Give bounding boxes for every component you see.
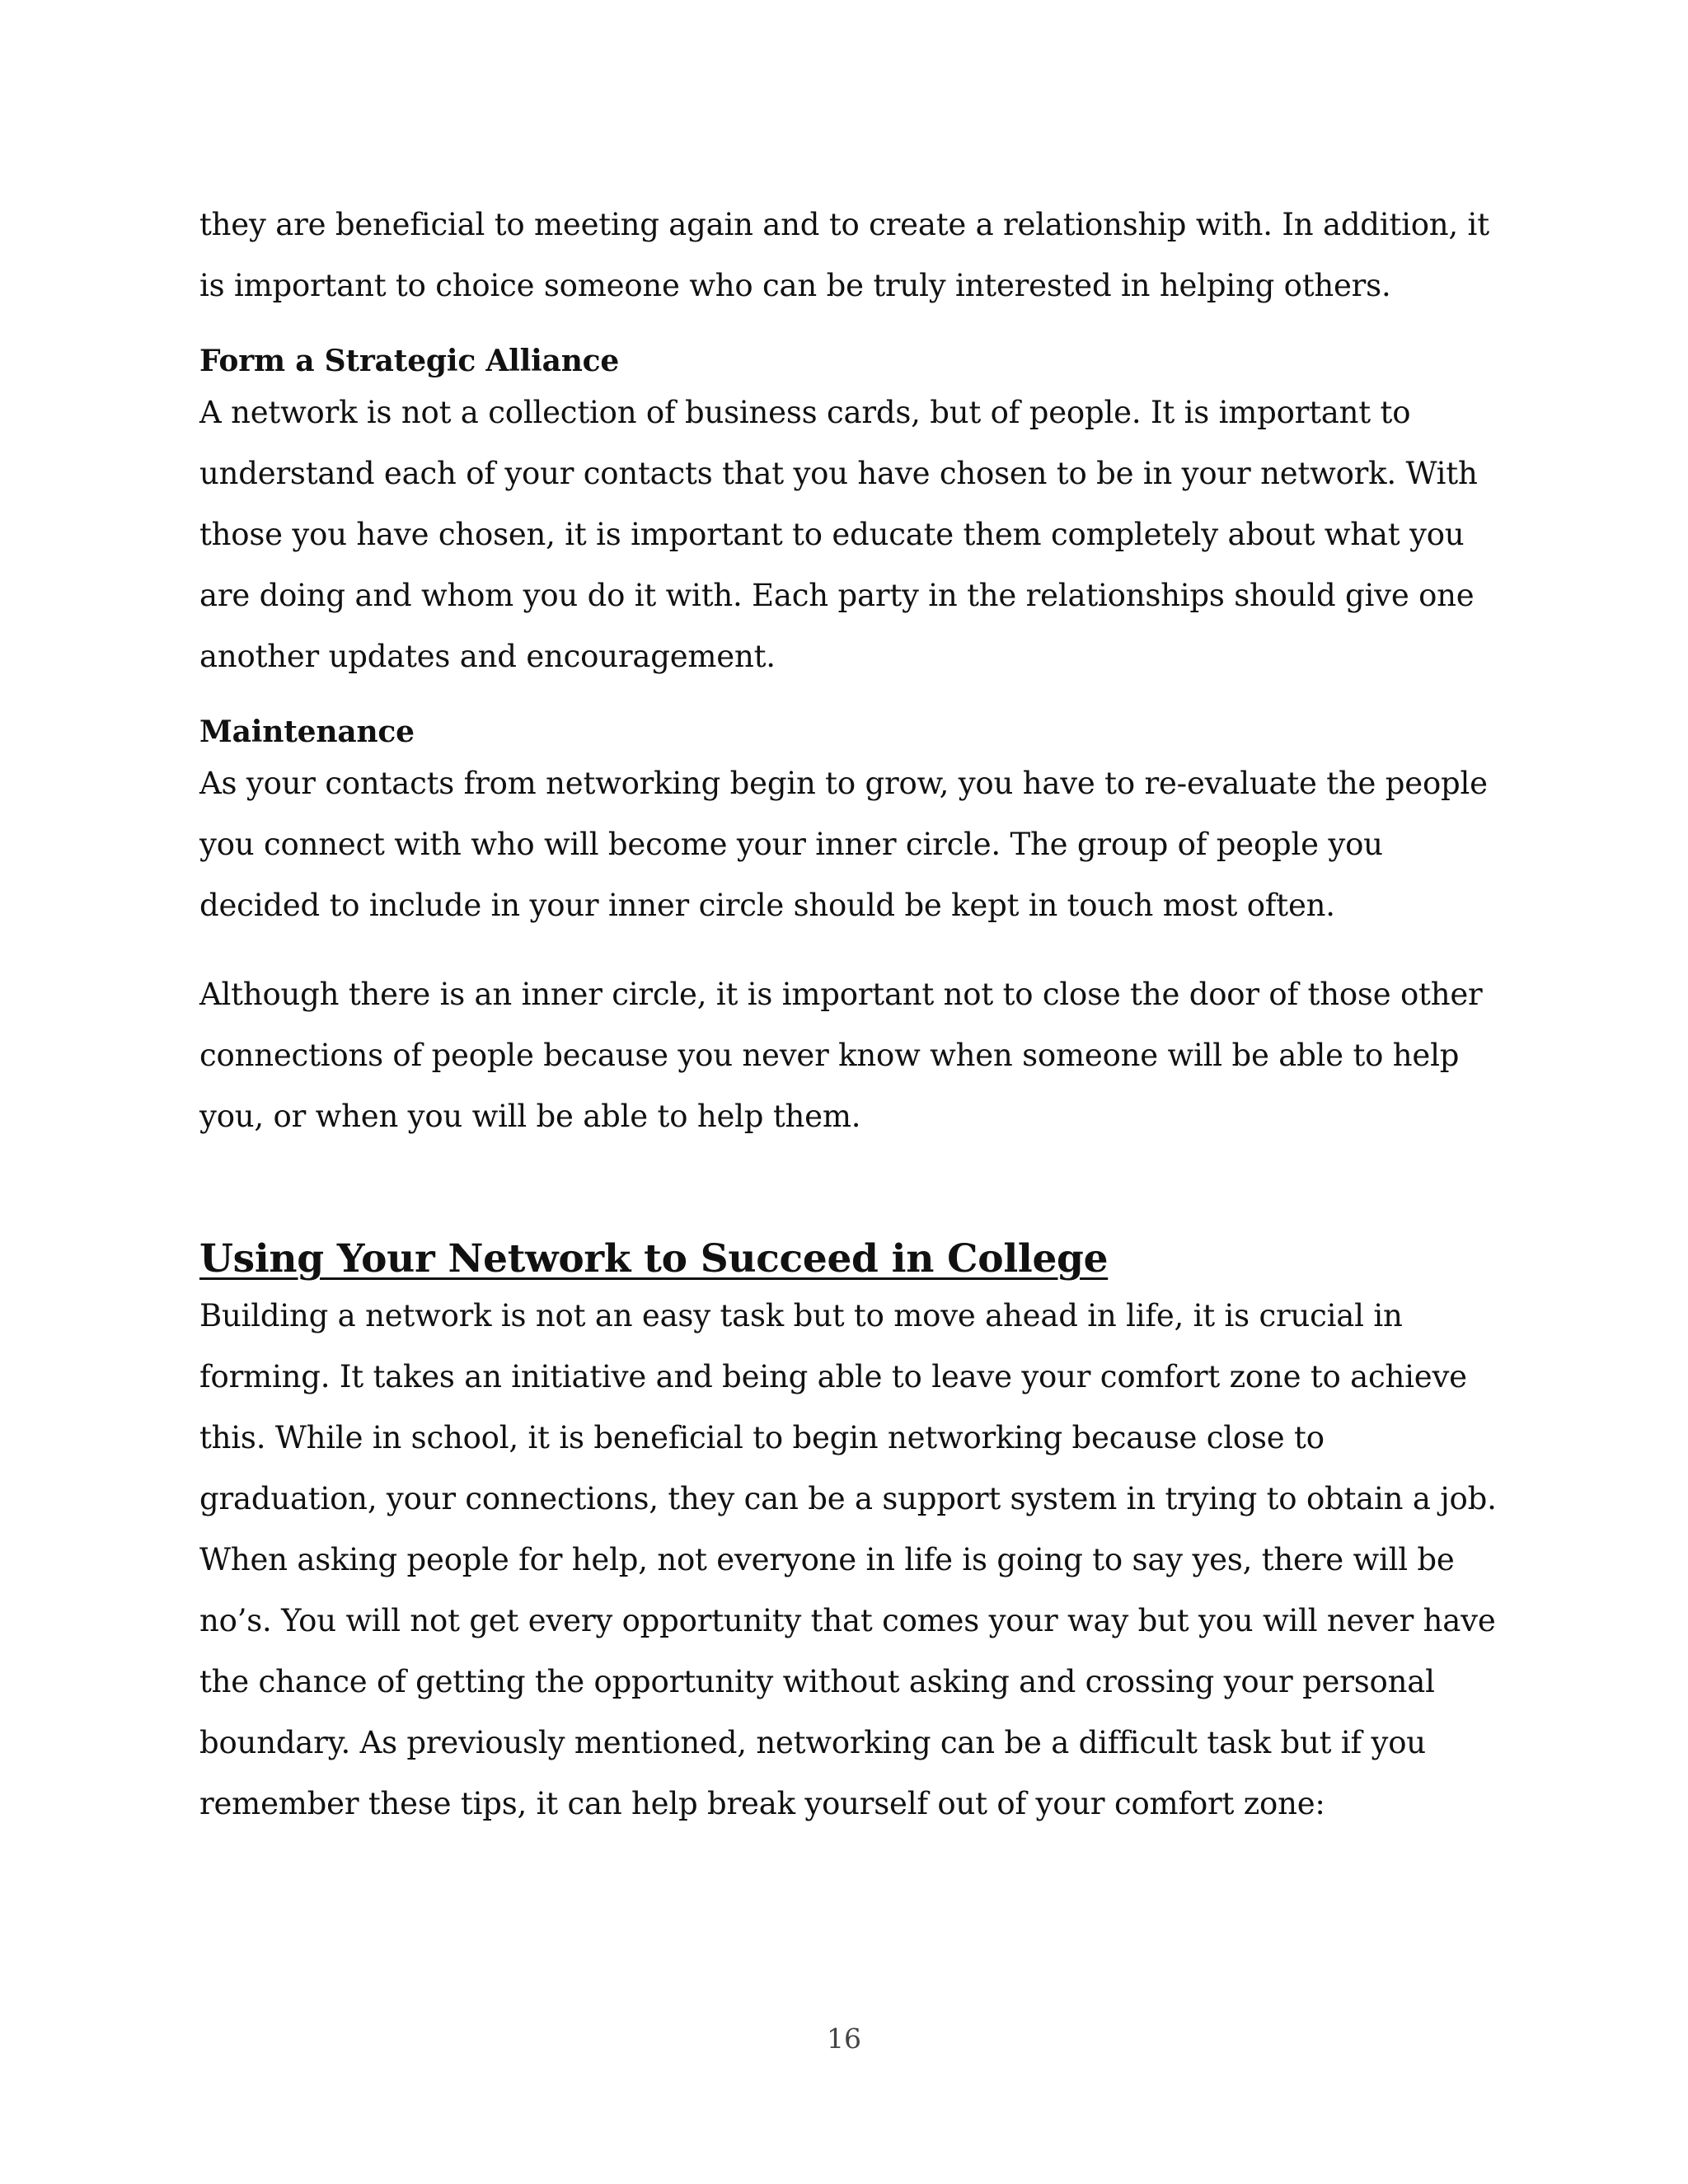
spacer — [199, 687, 1502, 710]
spacer — [199, 1147, 1502, 1233]
section-title: Using Your Network to Succeed in College — [199, 1236, 1109, 1282]
subheading-strategic-alliance: Form a Strategic Alliance — [199, 344, 620, 378]
page-content — [199, 194, 1502, 1835]
paragraph-strategic-alliance: A network is not a collection of business cards, but of people. It is important to understand each of your contacts that you have chosen to be in your network. With those you have chosen, it is important to educate them completely about what you are doing and whom you do it with. Each party in the relationships should give one another updates and encouragement. — [199, 395, 1478, 674]
paragraph-inner-circle: Although there is an inner circle, it is important not to close the door of those other connections of people because you never know when someone will be able to help you, or when you will be able to help them. — [199, 977, 1483, 1134]
paragraph-maintenance: As your contacts from networking begin to grow, you have to re-evaluate the people you connect with who will become your inner circle. The group of people you decided to include in your inner circle should be kept in touch most often. — [199, 766, 1488, 923]
page-number: 16 — [827, 2022, 861, 2055]
paragraph-relationship: they are beneficial to meeting again and to create a relationship with. In addition, it is important to choice someone who can be truly interested in helping others. — [199, 207, 1489, 303]
paragraph-building-network: Building a network is not an easy task but to move ahead in life, it is crucial in forming. It takes an initiative and being able to leave your comfort zone to achieve this. While in school, it is beneficial to begin networking because close to graduation, your connections, they can be a support system in trying to obtain a job. When asking people for help, not everyone in life is going to say yes, there will be no’s. You will not get every opportunity that comes your way but you will never have the chance of getting the opportunity without asking and crossing your personal boundary. As previously mentioned, networking can be a difficult task but if you remember these tips, it can help break yourself out of your comfort zone: — [199, 1298, 1497, 1821]
spacer — [199, 316, 1502, 340]
spacer — [199, 936, 1502, 964]
subheading-maintenance: Maintenance — [199, 715, 415, 749]
